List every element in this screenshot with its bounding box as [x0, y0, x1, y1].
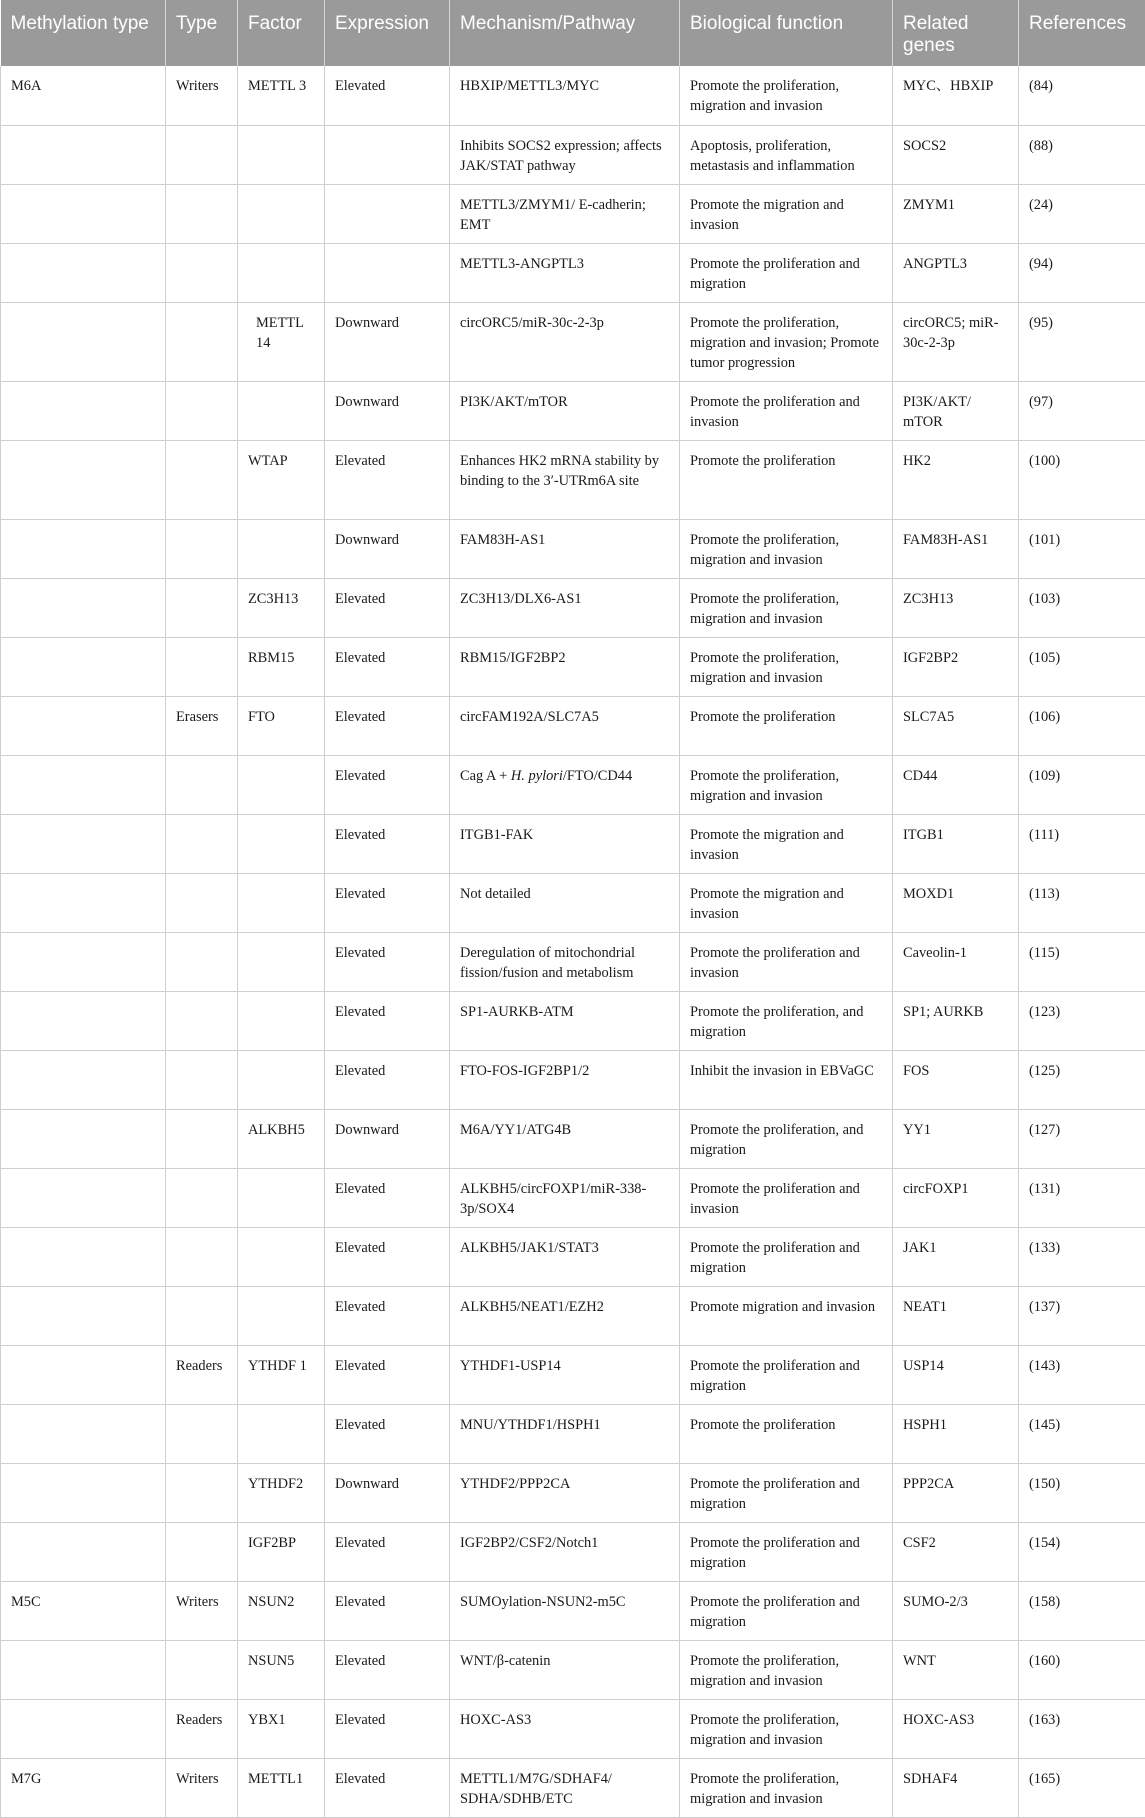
type-cell	[166, 1168, 238, 1227]
type-cell	[166, 578, 238, 637]
reference-cell: (103)	[1019, 578, 1145, 637]
function-cell: Inhibit the invasion in EBVaGC	[680, 1050, 893, 1109]
function-cell: Promote the proliferation, migration and invasion	[680, 1758, 893, 1817]
factor-cell	[238, 814, 325, 873]
table-row	[1, 932, 1145, 991]
related-genes-cell: CSF2	[893, 1522, 1019, 1581]
expression-cell: Elevated	[325, 755, 450, 814]
factor-cell: IGF2BP	[238, 1522, 325, 1581]
mechanism-cell: Deregulation of mitochondrial fission/fusion and metabolism	[450, 932, 680, 991]
function-cell: Promote the proliferation	[680, 440, 893, 519]
related-genes-cell: ZC3H13	[893, 578, 1019, 637]
related-genes-cell: WNT	[893, 1640, 1019, 1699]
reference-cell: (101)	[1019, 519, 1145, 578]
mechanism-cell: IGF2BP2/CSF2/Notch1	[450, 1522, 680, 1581]
table-row	[1, 1227, 1145, 1286]
related-genes-cell: SDHAF4	[893, 1758, 1019, 1817]
factor-cell: METTL1	[238, 1758, 325, 1817]
expression-cell: Downward	[325, 1463, 450, 1522]
related-genes-cell: NEAT1	[893, 1286, 1019, 1345]
related-genes-cell: PPP2CA	[893, 1463, 1019, 1522]
function-cell: Promote the proliferation, migration and invasion	[680, 755, 893, 814]
related-genes-cell: USP14	[893, 1345, 1019, 1404]
table-row	[1, 873, 1145, 932]
function-cell: Apoptosis, proliferation, metastasis and inflammation	[680, 125, 893, 184]
factor-cell	[238, 1227, 325, 1286]
methylation-type-cell	[1, 519, 166, 578]
reference-cell: (100)	[1019, 440, 1145, 519]
table-row	[1, 696, 1145, 755]
table-row	[1, 814, 1145, 873]
table-row	[1, 1286, 1145, 1345]
reference-cell: (111)	[1019, 814, 1145, 873]
expression-cell: Elevated	[325, 1640, 450, 1699]
reference-cell: (150)	[1019, 1463, 1145, 1522]
factor-cell: YTHDF 1	[238, 1345, 325, 1404]
methylation-type-cell	[1, 637, 166, 696]
header-row	[1, 0, 1145, 66]
reference-cell: (106)	[1019, 696, 1145, 755]
reference-cell: (125)	[1019, 1050, 1145, 1109]
mechanism-cell: YTHDF1-USP14	[450, 1345, 680, 1404]
methylation-type-cell	[1, 302, 166, 381]
related-genes-cell: HOXC-AS3	[893, 1699, 1019, 1758]
expression-cell: Elevated	[325, 1168, 450, 1227]
type-cell: Readers	[166, 1345, 238, 1404]
reference-cell: (88)	[1019, 125, 1145, 184]
methylation-type-cell	[1, 1227, 166, 1286]
factor-cell	[238, 1404, 325, 1463]
table-row	[1, 243, 1145, 302]
factor-cell	[238, 381, 325, 440]
factor-cell	[238, 991, 325, 1050]
function-cell: Promote the proliferation, migration and invasion	[680, 519, 893, 578]
expression-cell: Elevated	[325, 637, 450, 696]
factor-cell: METTL 14	[238, 302, 325, 381]
table-row	[1, 381, 1145, 440]
mechanism-cell: M6A/YY1/ATG4B	[450, 1109, 680, 1168]
mechanism-cell: METTL3-ANGPTL3	[450, 243, 680, 302]
type-cell	[166, 1404, 238, 1463]
related-genes-cell: ITGB1	[893, 814, 1019, 873]
factor-cell	[238, 932, 325, 991]
column-header: References	[1019, 0, 1145, 66]
column-header: Methylation type	[1, 0, 166, 66]
reference-cell: (154)	[1019, 1522, 1145, 1581]
related-genes-cell: Caveolin-1	[893, 932, 1019, 991]
expression-cell: Elevated	[325, 1050, 450, 1109]
function-cell: Promote the proliferation and migration	[680, 1581, 893, 1640]
expression-cell: Downward	[325, 519, 450, 578]
methylation-type-cell	[1, 1109, 166, 1168]
expression-cell: Elevated	[325, 66, 450, 125]
mechanism-cell: YTHDF2/PPP2CA	[450, 1463, 680, 1522]
expression-cell: Elevated	[325, 932, 450, 991]
methylation-type-cell	[1, 755, 166, 814]
type-cell	[166, 1463, 238, 1522]
expression-cell: Elevated	[325, 1345, 450, 1404]
table-body	[1, 66, 1145, 1817]
factor-cell	[238, 873, 325, 932]
type-cell	[166, 1050, 238, 1109]
reference-cell: (143)	[1019, 1345, 1145, 1404]
table-row	[1, 66, 1145, 125]
function-cell: Promote the proliferation and migration	[680, 243, 893, 302]
expression-cell: Downward	[325, 302, 450, 381]
column-header: Type	[166, 0, 238, 66]
function-cell: Promote the migration and invasion	[680, 873, 893, 932]
reference-cell: (94)	[1019, 243, 1145, 302]
expression-cell: Downward	[325, 381, 450, 440]
table-row	[1, 184, 1145, 243]
mechanism-cell: SP1-AURKB-ATM	[450, 991, 680, 1050]
factor-cell	[238, 1286, 325, 1345]
function-cell: Promote the proliferation, migration and invasion; Promote tumor progression	[680, 302, 893, 381]
reference-cell: (123)	[1019, 991, 1145, 1050]
mechanism-cell: ALKBH5/NEAT1/EZH2	[450, 1286, 680, 1345]
related-genes-cell: MOXD1	[893, 873, 1019, 932]
function-cell: Promote migration and invasion	[680, 1286, 893, 1345]
methylation-type-cell	[1, 814, 166, 873]
expression-cell	[325, 243, 450, 302]
mechanism-cell: Inhibits SOCS2 expression; affects JAK/STAT pathway	[450, 125, 680, 184]
methylation-type-cell	[1, 1463, 166, 1522]
table-row	[1, 1640, 1145, 1699]
table-row	[1, 1699, 1145, 1758]
methylation-type-cell	[1, 125, 166, 184]
methylation-type-cell	[1, 578, 166, 637]
factor-cell	[238, 755, 325, 814]
function-cell: Promote the proliferation, migration and invasion	[680, 1640, 893, 1699]
factor-cell: NSUN2	[238, 1581, 325, 1640]
reference-cell: (109)	[1019, 755, 1145, 814]
factor-cell	[238, 184, 325, 243]
expression-cell: Elevated	[325, 1286, 450, 1345]
table-row	[1, 1109, 1145, 1168]
function-cell: Promote the proliferation and migration	[680, 1522, 893, 1581]
methylation-type-cell: M5C	[1, 1581, 166, 1640]
factor-cell	[238, 1168, 325, 1227]
reference-cell: (113)	[1019, 873, 1145, 932]
expression-cell: Elevated	[325, 1522, 450, 1581]
methylation-type-cell	[1, 440, 166, 519]
expression-cell: Elevated	[325, 1758, 450, 1817]
type-cell	[166, 519, 238, 578]
mechanism-cell: METTL3/ZMYM1/ E-cadherin; EMT	[450, 184, 680, 243]
mechanism-cell: HBXIP/METTL3/MYC	[450, 66, 680, 125]
related-genes-cell: YY1	[893, 1109, 1019, 1168]
related-genes-cell: MYC、HBXIP	[893, 66, 1019, 125]
factor-cell	[238, 519, 325, 578]
related-genes-cell: FOS	[893, 1050, 1019, 1109]
type-cell	[166, 755, 238, 814]
function-cell: Promote the proliferation and invasion	[680, 381, 893, 440]
factor-cell	[238, 243, 325, 302]
type-cell	[166, 1109, 238, 1168]
related-genes-cell: SOCS2	[893, 125, 1019, 184]
function-cell: Promote the proliferation, and migration	[680, 1109, 893, 1168]
type-cell: Writers	[166, 1758, 238, 1817]
related-genes-cell: SUMO-2/3	[893, 1581, 1019, 1640]
table-row	[1, 302, 1145, 381]
table-row	[1, 440, 1145, 519]
mechanism-cell: WNT/β-catenin	[450, 1640, 680, 1699]
function-cell: Promote the proliferation	[680, 1404, 893, 1463]
expression-cell	[325, 184, 450, 243]
function-cell: Promote the proliferation, migration and invasion	[680, 66, 893, 125]
related-genes-cell: ZMYM1	[893, 184, 1019, 243]
related-genes-cell: PI3K/AKT/ mTOR	[893, 381, 1019, 440]
type-cell	[166, 637, 238, 696]
expression-cell: Elevated	[325, 696, 450, 755]
related-genes-cell: HK2	[893, 440, 1019, 519]
reference-cell: (158)	[1019, 1581, 1145, 1640]
methylation-type-cell	[1, 932, 166, 991]
methylation-type-cell	[1, 184, 166, 243]
function-cell: Promote the proliferation, migration and invasion	[680, 1699, 893, 1758]
expression-cell: Elevated	[325, 1699, 450, 1758]
mechanism-cell: FAM83H-AS1	[450, 519, 680, 578]
related-genes-cell: ANGPTL3	[893, 243, 1019, 302]
factor-cell: METTL 3	[238, 66, 325, 125]
methylation-type-cell	[1, 1699, 166, 1758]
function-cell: Promote the migration and invasion	[680, 184, 893, 243]
column-header: Biological function	[680, 0, 893, 66]
methylation-type-cell	[1, 991, 166, 1050]
reference-cell: (115)	[1019, 932, 1145, 991]
related-genes-cell: HSPH1	[893, 1404, 1019, 1463]
table-header	[1, 0, 1145, 66]
function-cell: Promote the migration and invasion	[680, 814, 893, 873]
reference-cell: (163)	[1019, 1699, 1145, 1758]
mechanism-cell: FTO-FOS-IGF2BP1/2	[450, 1050, 680, 1109]
factor-cell: YBX1	[238, 1699, 325, 1758]
table-row	[1, 1168, 1145, 1227]
methylation-type-cell	[1, 1050, 166, 1109]
type-cell: Writers	[166, 1581, 238, 1640]
methylation-type-cell: M6A	[1, 66, 166, 125]
column-header: Mechanism/Pathway	[450, 0, 680, 66]
factor-cell: RBM15	[238, 637, 325, 696]
related-genes-cell: SP1; AURKB	[893, 991, 1019, 1050]
expression-cell: Elevated	[325, 440, 450, 519]
table-row	[1, 1345, 1145, 1404]
methylation-type-cell	[1, 1286, 166, 1345]
related-genes-cell: circORC5; miR-30c-2-3p	[893, 302, 1019, 381]
column-header: Expression	[325, 0, 450, 66]
type-cell	[166, 814, 238, 873]
table-row	[1, 578, 1145, 637]
factor-cell: FTO	[238, 696, 325, 755]
expression-cell: Elevated	[325, 873, 450, 932]
column-header: Factor	[238, 0, 325, 66]
type-cell	[166, 125, 238, 184]
type-cell	[166, 184, 238, 243]
expression-cell	[325, 125, 450, 184]
function-cell: Promote the proliferation and invasion	[680, 1168, 893, 1227]
related-genes-cell: SLC7A5	[893, 696, 1019, 755]
expression-cell: Elevated	[325, 578, 450, 637]
related-genes-cell: CD44	[893, 755, 1019, 814]
mechanism-cell: HOXC-AS3	[450, 1699, 680, 1758]
mechanism-cell: ALKBH5/circFOXP1/miR-338-3p/SOX4	[450, 1168, 680, 1227]
reference-cell: (131)	[1019, 1168, 1145, 1227]
reference-cell: (84)	[1019, 66, 1145, 125]
type-cell	[166, 381, 238, 440]
expression-cell: Downward	[325, 1109, 450, 1168]
reference-cell: (24)	[1019, 184, 1145, 243]
mechanism-cell: Cag A + H. pylori/FTO/CD44	[450, 755, 680, 814]
type-cell	[166, 1227, 238, 1286]
factor-cell	[238, 1050, 325, 1109]
mechanism-cell: MNU/YTHDF1/HSPH1	[450, 1404, 680, 1463]
related-genes-cell: JAK1	[893, 1227, 1019, 1286]
methylation-type-cell	[1, 381, 166, 440]
factor-cell: NSUN5	[238, 1640, 325, 1699]
function-cell: Promote the proliferation, and migration	[680, 991, 893, 1050]
methylation-type-cell	[1, 1522, 166, 1581]
expression-cell: Elevated	[325, 991, 450, 1050]
expression-cell: Elevated	[325, 814, 450, 873]
type-cell: Readers	[166, 1699, 238, 1758]
factor-cell: WTAP	[238, 440, 325, 519]
type-cell	[166, 932, 238, 991]
factor-cell: ALKBH5	[238, 1109, 325, 1168]
reference-cell: (165)	[1019, 1758, 1145, 1817]
mechanism-cell: ITGB1-FAK	[450, 814, 680, 873]
table-row	[1, 991, 1145, 1050]
type-cell	[166, 991, 238, 1050]
type-cell	[166, 1286, 238, 1345]
function-cell: Promote the proliferation and migration	[680, 1227, 893, 1286]
reference-cell: (95)	[1019, 302, 1145, 381]
expression-cell: Elevated	[325, 1227, 450, 1286]
type-cell	[166, 1522, 238, 1581]
related-genes-cell: IGF2BP2	[893, 637, 1019, 696]
related-genes-cell: circFOXP1	[893, 1168, 1019, 1227]
factor-cell: ZC3H13	[238, 578, 325, 637]
type-cell	[166, 302, 238, 381]
function-cell: Promote the proliferation and invasion	[680, 932, 893, 991]
function-cell: Promote the proliferation	[680, 696, 893, 755]
type-cell	[166, 440, 238, 519]
mechanism-cell: Enhances HK2 mRNA stability by binding to the 3′-UTRm6A site	[450, 440, 680, 519]
mechanism-cell: PI3K/AKT/mTOR	[450, 381, 680, 440]
methylation-type-cell	[1, 1404, 166, 1463]
methylation-type-cell	[1, 1345, 166, 1404]
expression-cell: Elevated	[325, 1404, 450, 1463]
column-header: Related genes	[893, 0, 1019, 66]
table-row	[1, 637, 1145, 696]
related-genes-cell: FAM83H-AS1	[893, 519, 1019, 578]
reference-cell: (137)	[1019, 1286, 1145, 1345]
factor-cell: YTHDF2	[238, 1463, 325, 1522]
methylation-type-cell	[1, 1168, 166, 1227]
type-cell	[166, 243, 238, 302]
methylation-type-cell	[1, 696, 166, 755]
mechanism-cell: circFAM192A/SLC7A5	[450, 696, 680, 755]
factor-cell	[238, 125, 325, 184]
table-row	[1, 1581, 1145, 1640]
type-cell	[166, 873, 238, 932]
reference-cell: (160)	[1019, 1640, 1145, 1699]
type-cell	[166, 1640, 238, 1699]
expression-cell: Elevated	[325, 1581, 450, 1640]
mechanism-cell: ZC3H13/DLX6-AS1	[450, 578, 680, 637]
reference-cell: (105)	[1019, 637, 1145, 696]
table-row	[1, 755, 1145, 814]
reference-cell: (145)	[1019, 1404, 1145, 1463]
reference-cell: (133)	[1019, 1227, 1145, 1286]
methylation-type-cell: M7G	[1, 1758, 166, 1817]
mechanism-cell: SUMOylation-NSUN2-m5C	[450, 1581, 680, 1640]
reference-cell: (127)	[1019, 1109, 1145, 1168]
function-cell: Promote the proliferation and migration	[680, 1345, 893, 1404]
table-row	[1, 1404, 1145, 1463]
table-row	[1, 1050, 1145, 1109]
methylation-type-cell	[1, 243, 166, 302]
methylation-type-cell	[1, 873, 166, 932]
methylation-type-cell	[1, 1640, 166, 1699]
function-cell: Promote the proliferation, migration and invasion	[680, 578, 893, 637]
mechanism-cell: Not detailed	[450, 873, 680, 932]
function-cell: Promote the proliferation, migration and invasion	[680, 637, 893, 696]
mechanism-cell: RBM15/IGF2BP2	[450, 637, 680, 696]
table-row	[1, 1463, 1145, 1522]
mechanism-cell: METTL1/M7G/SDHAF4/ SDHA/SDHB/ETC	[450, 1758, 680, 1817]
table-row	[1, 125, 1145, 184]
mechanism-cell: ALKBH5/JAK1/STAT3	[450, 1227, 680, 1286]
reference-cell: (97)	[1019, 381, 1145, 440]
type-cell: Erasers	[166, 696, 238, 755]
table-row	[1, 1522, 1145, 1581]
mechanism-cell: circORC5/miR-30c-2-3p	[450, 302, 680, 381]
function-cell: Promote the proliferation and migration	[680, 1463, 893, 1522]
table-row	[1, 519, 1145, 578]
type-cell: Writers	[166, 66, 238, 125]
